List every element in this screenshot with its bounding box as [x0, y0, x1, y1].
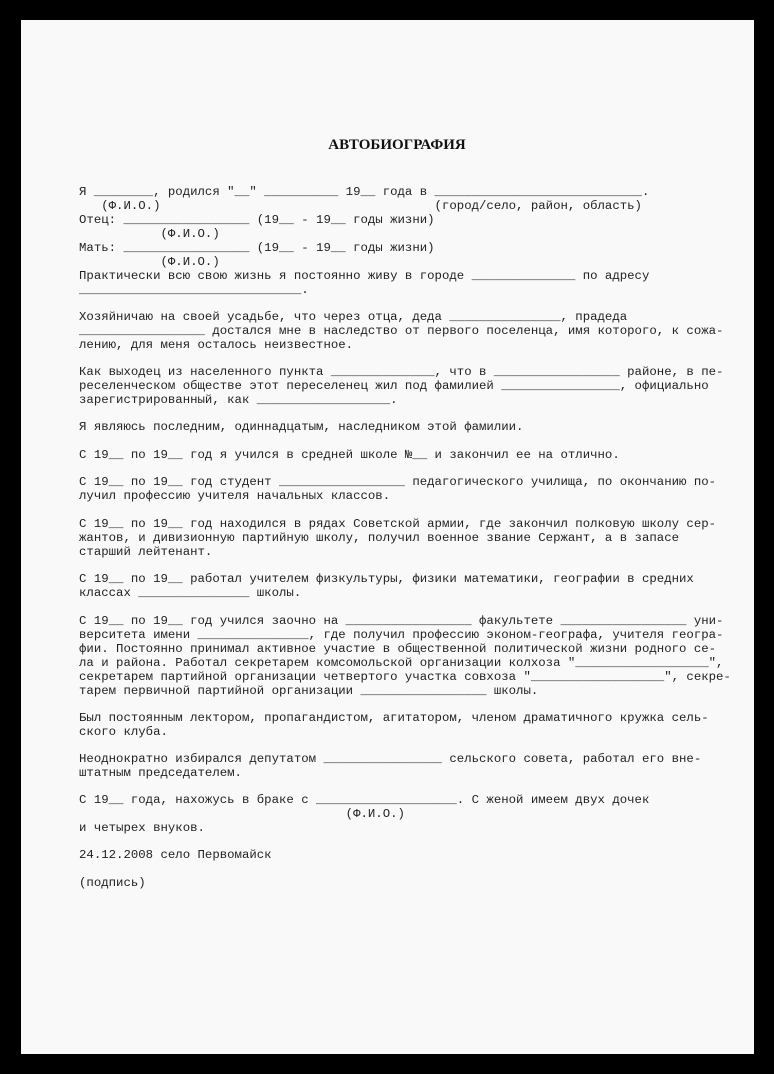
text-line: Был постоянным лектором, пропагандистом, агитатором, членом драматичного кружка сель- — [79, 711, 709, 725]
text-line: _________________ достался мне в наследство от первого поселенца, имя которого, к сожа- — [79, 324, 724, 338]
text-line: Неоднократно избирался депутатом ________________ сельского совета, работал его вне- — [79, 752, 702, 766]
text-line: штатным председателем. — [79, 766, 242, 780]
text-line: Отец: _________________ (19__ - 19__ годы жизни) — [79, 213, 435, 227]
text-line: зарегистрированный, как __________________. — [79, 393, 398, 407]
text-line: жантов, и дивизионную партийную школу, получил военное звание Сержант, а в запасе — [79, 531, 680, 545]
text-line: секретарем партийной организации четвертого участка совхоза "__________________", секре- — [79, 670, 731, 684]
text-line: лению, для меня осталось неизвестное. — [79, 338, 354, 352]
text-line: С 19__ по 19__ год студент _________________ педагогического училища, по окончанию по- — [79, 475, 717, 489]
text-line: С 19__ по 19__ работал учителем физкультуры, физики математики, географии в средних — [79, 572, 694, 586]
text-line: тарем первичной партийной организации _________________ школы. — [79, 684, 539, 698]
date-place-line: 24.12.2008 село Первомайск — [79, 848, 272, 862]
text-line: ского клуба. — [79, 725, 168, 739]
text-line: Хозяйничаю на своей усадьбе, что через отца, деда _______________, прадеда — [79, 310, 628, 324]
text-line: Я ________, родился "__" __________ 19__ года в ____________________________. — [79, 185, 650, 199]
caption-line: (Ф.И.О.) — [79, 807, 405, 821]
text-line: С 19__ по 19__ год находился в рядах Советской армии, где закончил полковую школу сер- — [79, 517, 717, 531]
text-line: С 19__ по 19__ год я учился в средней школе №__ и закончил ее на отлично. — [79, 448, 620, 462]
text-line: Я являюсь последним, одиннадцатым, наследником этой фамилии. — [79, 420, 524, 434]
text-line: фии. Постоянно принимал активное участие в общественной политической жизни родного се- — [79, 642, 717, 656]
text-line: ______________________________. — [79, 283, 309, 297]
caption-line: (Ф.И.О.) (город/село, район, область) — [79, 199, 642, 213]
caption-line: (Ф.И.О.) — [79, 255, 220, 269]
text-line: Как выходец из населенного пункта ______________, что в _________________ районе, в пе- — [79, 365, 724, 379]
text-line: реселенческом обществе этот переселенец жил под фамилией ________________, официально — [79, 379, 709, 393]
signature-label: (подпись) — [79, 876, 146, 890]
text-line: лучил профессию учителя начальных классов. — [79, 489, 391, 503]
caption-line: (Ф.И.О.) — [79, 227, 220, 241]
text-line: С 19__ года, нахожусь в браке с ___________________. С женой имеем двух дочек — [79, 793, 650, 807]
text-line: С 19__ по 19__ год учился заочно на _________________ факультете _________________ уни- — [79, 614, 724, 628]
document-title: АВТОБИОГРАФИЯ — [328, 137, 466, 153]
text-line: верситета имени _______________, где получил профессию эконом-географа, учителя геогра- — [79, 628, 724, 642]
text-line: классах _______________ школы. — [79, 586, 302, 600]
text-line: Мать: _________________ (19__ - 19__ годы жизни) — [79, 241, 435, 255]
text-line: старший лейтенант. — [79, 545, 213, 559]
text-line: ла и района. Работал секретарем комсомольской организации колхоза "__________________", — [79, 656, 724, 670]
text-line: и четырех внуков. — [79, 821, 205, 835]
text-line: Практически всю свою жизнь я постоянно живу в городе ______________ по адресу — [79, 269, 650, 283]
